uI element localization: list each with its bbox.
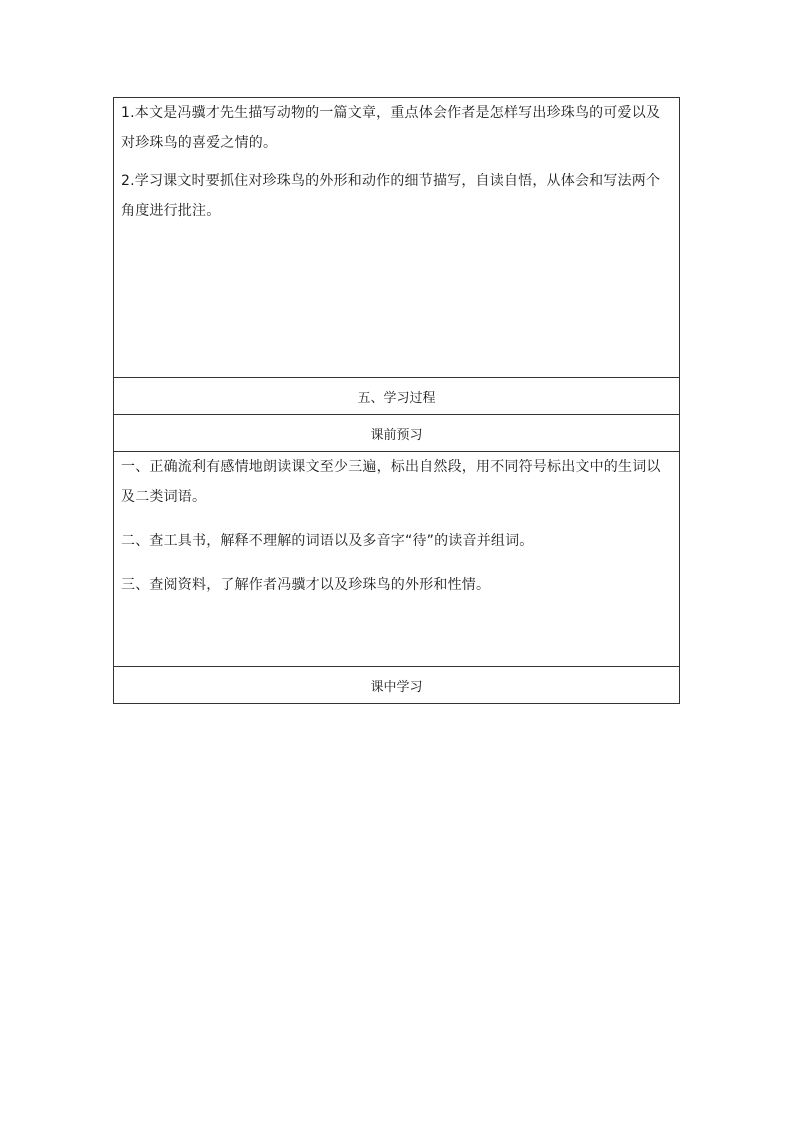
- in-class-heading: 课中学习: [114, 667, 680, 704]
- preview-tasks-row: [114, 452, 680, 667]
- lesson-plan-table: [113, 97, 680, 704]
- preview-task-3: 三、查阅资料，了解作者冯骥才以及珍珠鸟的外形和性情。: [121, 577, 491, 593]
- preview-task-2: 二、查工具书，解释不理解的词语以及多音字“待”的读音并组词。: [121, 533, 534, 549]
- learning-tips-cell: [114, 98, 680, 378]
- learning-tips-row: [114, 98, 680, 378]
- preview-heading: 课前预习: [114, 415, 680, 452]
- preview-task-1: 一、正确流利有感情地朗读课文至少三遍，标出自然段，用不同符号标出文中的生词以及二类词语。: [121, 459, 661, 505]
- learning-tip-1: 1.本文是冯骥才先生描写动物的一篇文章，重点体会作者是怎样写出珍珠鸟的可爱以及对珍珠鸟的喜爱之情的。: [121, 105, 661, 151]
- process-heading-row: [114, 378, 680, 415]
- learning-tip-2: 2.学习课文时要抓住对珍珠鸟的外形和动作的细节描写，自读自悟，从体会和写法两个角度进行批注。: [121, 173, 661, 219]
- preview-heading-row: [114, 415, 680, 452]
- process-heading: 五、学习过程: [114, 378, 680, 415]
- preview-tasks-cell: [114, 452, 680, 667]
- in-class-heading-row: [114, 667, 680, 704]
